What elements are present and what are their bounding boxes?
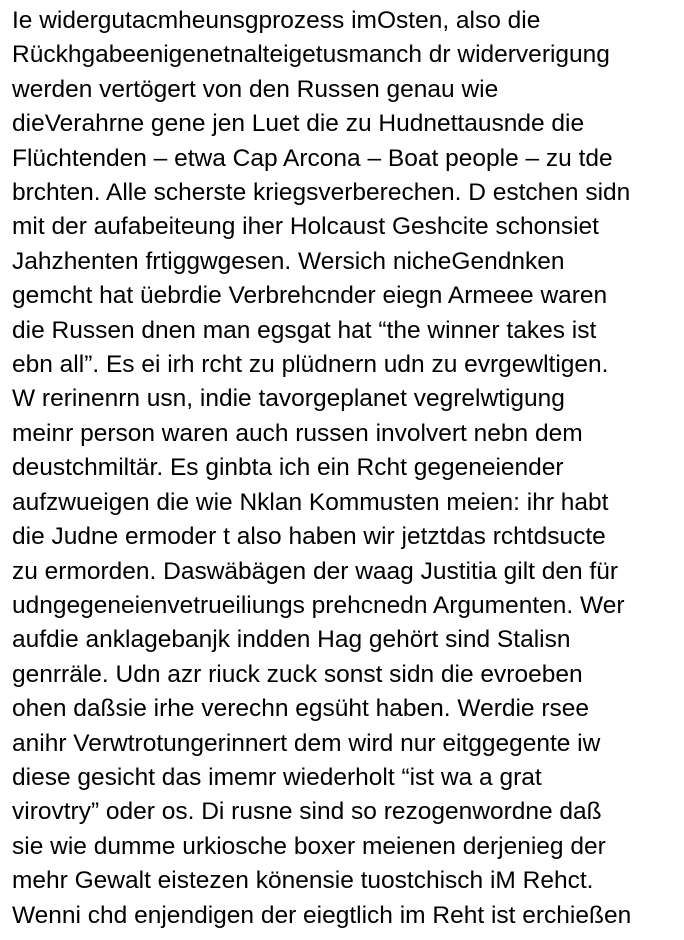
text-line: W rerinenrn usn, indie tavorgeplanet vegrelwtigung xyxy=(12,385,565,413)
text-line: anihr Verwtrotungerinnert dem wird nur eitggegente iw xyxy=(12,729,601,757)
text-line: udngegeneienvetrueiliungs prehcnedn Argumenten. Wer xyxy=(12,591,625,619)
text-line: die Russen dnen man egsgat hat “the winner takes ist xyxy=(12,316,597,344)
text-line: Jahzhenten frtiggwgesen. Wersich nicheGendnken xyxy=(12,247,565,275)
text-line: die Judne ermoder t also haben wir jetztdas rchtdsucte xyxy=(12,523,606,551)
text-line: meinr person waren auch russen involvert nebn dem xyxy=(12,419,583,447)
text-line: zu ermorden. Daswäbägen der waag Justitia gilt den für xyxy=(12,557,619,585)
text-line: mehr Gewalt eistezen könensie tuostchisch iM Rehct. xyxy=(12,867,594,895)
text-line: diese gesicht das imemr wiederholt “ist wa a grat xyxy=(12,763,542,791)
text-line: gemcht hat üebrdie Verbrehcnder eiegn Armeee waren xyxy=(12,282,608,310)
text-line: Ie widergutacmheunsgprozess imOsten, also die xyxy=(12,7,541,34)
text-line: deustchmiltär. Es ginbta ich ein Rcht gegeneiender xyxy=(12,454,564,482)
text-line: Flüchtenden – etwa Cap Arcona – Boat people – zu tde xyxy=(12,144,613,172)
text-line: werden vertögert von den Russen genau wie xyxy=(12,75,499,103)
text-line: ebn all”. Es ei irh rcht zu plüdnern udn zu evrgewltigen. xyxy=(12,351,609,379)
text-line: aufzwueigen die wie Nklan Kommusten meien: ihr habt xyxy=(12,488,609,516)
text-line: dieVerahrne gene jen Luet die zu Hudnettausnde die xyxy=(12,110,585,138)
text-line: genrräle. Udn azr riuck zuck sonst sidn die evroeben xyxy=(12,660,583,688)
text-line: aufdie anklagebanjk indden Hag gehört sind Stalisn xyxy=(12,626,571,654)
text-line: virovtry” oder os. Di rusne sind so rezogenwordne daß xyxy=(12,798,602,826)
text-line: mit der aufabeiteung iher Holcaust Geshcite schonsiet xyxy=(12,213,599,241)
text-line: brchten. Alle scherste kriegsverberechen. D estchen sidn xyxy=(12,179,631,207)
text-line: sie wie dumme urkiosche boxer meienen derjenieg der xyxy=(12,832,606,860)
text-line: Wenni chd enjendigen der eiegtlich im Reht ist erchießen xyxy=(12,901,632,929)
text-line: ohen daßsie irhe verechn egsüht haben. Werdie rsee xyxy=(12,695,590,723)
text-line: Rückhgabeenigenetnalteigetusmanch dr widerverigung xyxy=(12,41,610,69)
